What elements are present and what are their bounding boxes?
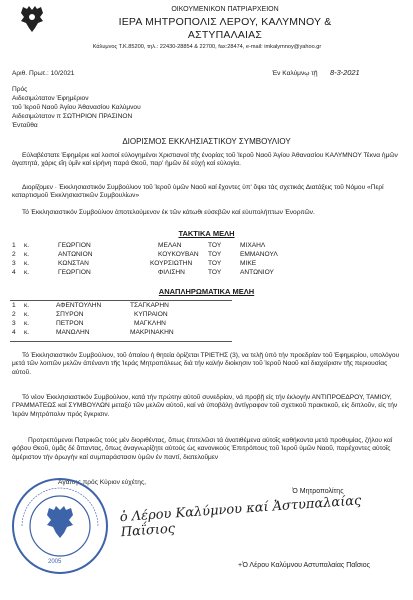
regular-member-row — [0, 242, 413, 251]
member-last-name: ΚΟΥΡΣΙΩΤΗΝ — [150, 260, 193, 267]
regular-member-row — [0, 251, 413, 260]
member-number: 4 — [12, 269, 16, 276]
member-first-name: ΓΕΩΡΓΙΟΝ — [58, 242, 91, 249]
member-tou: ΤΟΥ — [208, 260, 222, 267]
member-last-name: ΜΑΓΚΛΗΝ — [134, 320, 166, 327]
member-number: 1 — [12, 242, 16, 249]
member-father-name: ΕΜΜΑΝΟΥΛ — [240, 251, 278, 258]
header-contact: Κάλυμνος Τ.Κ.85200, τηλ.: 22430-28854 & 22700, fax:28474, e-mail: imkalymnoy@yahoo.gr — [92, 44, 322, 50]
recipient-label: Πρός — [12, 86, 28, 93]
member-prefix: κ. — [24, 302, 30, 309]
member-tou: ΤΟΥ — [208, 251, 222, 258]
member-last-name: ΦΙΛΙΣΗΝ — [158, 269, 185, 276]
document-title: ΔΙΟΡΙΣΜΟΣ ΕΚΚΛΗΣΙΑΣΤΙΚΟΥ ΣΥΜΒΟΥΛΙΟΥ — [122, 137, 291, 146]
member-prefix: κ. — [24, 260, 30, 267]
regular-members-title: ΤΑΚΤΙΚΑ ΜΕΛΗ — [178, 229, 235, 238]
header-line2: ΙΕΡΑ ΜΗΤΡΟΠΟΛΙΣ ΛΕΡΟΥ, ΚΑΛΥΜΝΟΥ & — [118, 16, 332, 28]
regular-member-row — [0, 269, 413, 278]
signatory-name: +Ὁ Λέρου Καλύμνου Αστυπαλαίας Παΐσιος — [238, 562, 371, 569]
member-first-name: ΠΕΤΡΟΝ — [56, 320, 84, 327]
member-prefix: κ. — [24, 251, 30, 258]
member-tou: ΤΟΥ — [208, 269, 222, 276]
protocol-number: Αριθ. Πρωτ.: 10/2021 — [12, 70, 75, 77]
closing-line: Ἀγάπης πρός Κύριον εὐχέτης, — [58, 479, 146, 486]
member-first-name: ΣΠΥΡΟΝ — [56, 311, 84, 318]
member-prefix: κ. — [24, 242, 30, 249]
greeting-paragraph: Εὐλαβέστατε Ἐφημέριε καί λοιποί εὐλογημένοι Χριστιανοί τῆς ἐνορίας τοῦ Ἱεροῦ Ναοῦ Ἁγίου Ἀθανασίου ΚΑΛΥΜΝΟΥ Τέκνα ἡμῶν ἀγαπητά, χάρις εἴη ὑμῖν καί εἰρήνη παρά Θεοῦ, παρ' ἡμῶν δέ εὐχή καί εὐλογία. — [12, 152, 398, 168]
member-prefix: κ. — [24, 320, 30, 327]
member-number: 2 — [12, 251, 16, 258]
meeting-paragraph: Τό νέον Ἐκκλησιαστικόν Συμβούλιον, κατά τήν πρώτην αὐτοῦ συνεδρίαν, νά προβῇ εἰς τήν ἐκλογήν ΑΝΤΙΠΡΟΕΔΡΟΥ, ΤΑΜΙΟΥ, ΓΡΑΜΜΑΤΕΩΣ καί ΣΥΜΒΟΥΛΩΝ μεταξύ τῶν μελῶν αὐτοῦ, καί νά ὑποβάλῃ ἀντίγραφον τοῦ σχετικοῦ πρακτικοῦ, εἰς διπλοῦν, εἰς τήν Ἱεράν Μητρόπολιν πρός ἔγκρισιν. — [12, 394, 398, 418]
member-father-name: ΜΙΚΕ — [240, 260, 257, 267]
seal-year: 2005 — [48, 559, 62, 565]
header-line1: ΟΙΚΟΥΜΕΝΙΚΟΝ ΠΑΤΡΙΑΡΧΕΙΟΝ — [171, 6, 279, 13]
member-first-name: ΑΝΤΩΝΙΟΝ — [58, 251, 93, 258]
alternate-members-title: ΑΝΑΠΛΗΡΩΜΑΤΙΚΑ ΜΕΛΗ — [158, 287, 255, 296]
member-number: 1 — [12, 302, 16, 309]
member-number: 3 — [12, 260, 16, 267]
member-first-name: ΚΩΝΣΤΑΝ — [58, 260, 89, 267]
recipient-line: Ἐνταῦθα — [12, 122, 38, 129]
member-number: 3 — [12, 320, 16, 327]
handwritten-signature: ὁ Λέρου Καλύμνου καί Ἀστυπαλαίας Παΐσιος — [119, 493, 362, 541]
alternate-members-table-lines — [10, 300, 232, 342]
member-last-name: ΤΣΑΓΚΑΡΗΝ — [130, 302, 169, 309]
composition-paragraph: Τό Ἐκκλησιαστικόν Συμβούλιον ἀποτελούμενον ἐκ τῶν κάτωθι εὐσεβῶν καί εὐυπολήπτων Ἐνοριτῶν. — [22, 209, 315, 216]
recipient-line: Αιδεσιμώτατον Έφημέριον — [12, 95, 89, 102]
date-value: 8-3-2021 — [330, 68, 360, 77]
member-father-name: ΜΙΧΑΗΛ — [240, 242, 266, 249]
member-first-name: ΑΦΕΝΤΟΥΛΗΝ — [56, 302, 102, 309]
member-prefix: κ. — [24, 269, 30, 276]
recipient-line: Αιδεσιμώτατον π ΣΩΤΗΡΙΟΝ ΠΡΑΣΙΝΟΝ — [12, 113, 133, 120]
date-label: Έν Καλύμνῳ τῇ — [272, 70, 318, 77]
member-last-name: ΚΟΥΚΟΥΒΑΝ — [158, 251, 199, 258]
regular-member-row — [0, 260, 413, 269]
member-tou: ΤΟΥ — [208, 242, 222, 249]
member-first-name: ΜΑΝΩΛΗΝ — [56, 329, 90, 336]
member-number: 2 — [12, 311, 16, 318]
closing-paragraph: Προτρεπόμενοι Πατρικῶς τούς μέν διοριθέντας, ὅπως ἐπιτελῶσι τά ἀνατιθέμενα αὐτοῖς καθήκοντα μετά προθυμίας, ζήλου καί φόβου Θεοῦ, ὑμᾶς δέ ἅπαντας, ὅπως ἀναγνωρίζητε αὐτούς ὡς κανονικούς Ἐπιτρόπους τοῦ Ἱεροῦ ὑμῶν Ναοῦ, παρέχοντες αὐτοῖς ἀμέριστον τήν ἀρωγήν καί συμπαράστασιν ὑμῶν ἐν παντί, διατελοῦμεν — [12, 437, 393, 461]
member-prefix: κ. — [24, 311, 30, 318]
member-first-name: ΓΕΩΡΓΙΟΝ — [58, 269, 91, 276]
appointment-paragraph: Διορίζομεν · Ἐκκλησιαστικόν Συμβούλιον τοῦ Ἱεροῦ ὑμῶν Ναοῦ καί ἔχοντες ὑπ' ὄψει τάς σχετικάς Διατάξεις τοῦ Νόμου «Περί καταρτισμοῦ Ἐκκλησιαστικῶν Συμβουλίων» — [12, 184, 384, 200]
member-number: 4 — [12, 329, 16, 336]
signature-label: Ὁ Μητροπολίτης — [292, 488, 344, 495]
term-paragraph: Τό Ἐκκλησιαστικόν Συμβούλιον, τοῦ ὁποίου ἡ θητεία ὁρίζεται ΤΡΙΕΤΗΣ (3), να τελῇ ὑπό τήν προεδρίαν τοῦ Ἐφημερίου, υπολόγου μετά τῶν λοιπῶν μελῶν ἀπέναντι τῆς Ἱεράς Μητροπόλεως διά τήν καλήν διοίκησιν τοῦ Ἱεροῦ Ναοῦ καί διαχείρισιν τῆς περιουσίας αὐτοῦ. — [12, 352, 400, 376]
double-headed-eagle-emblem-icon — [18, 4, 46, 34]
recipient-line: τοῦ Ἱεροῦ Ναοῦ Ἁγίου Ἀθανασίου Καλύμνου — [12, 104, 141, 111]
header-line3: ΑΣΤΥΠΑΛΑΙΑΣ — [187, 29, 263, 41]
member-prefix: κ. — [24, 329, 30, 336]
member-last-name: ΜΑΚΡΙΝΑΚΗΝ — [130, 329, 174, 336]
member-last-name: ΚΥΠΡΑΙΟΝ — [134, 311, 168, 318]
metropolis-seal — [12, 478, 108, 574]
member-last-name: ΜΕΛΑΝ — [158, 242, 182, 249]
member-father-name: ΑΝΤΩΝΙΟΥ — [240, 269, 274, 276]
